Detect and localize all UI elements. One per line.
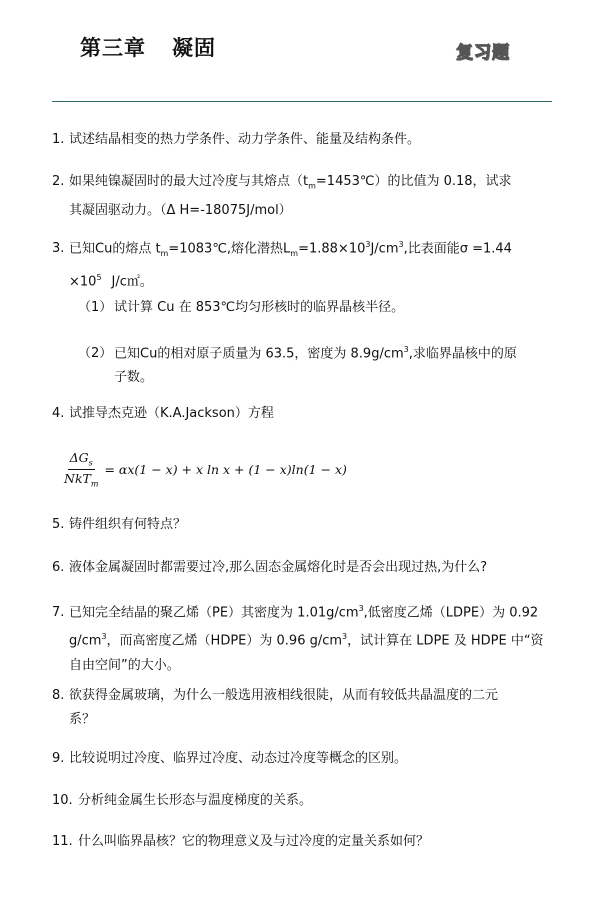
equation-fraction (62, 450, 100, 488)
question-number: 10. (52, 793, 73, 808)
question-2 (52, 170, 554, 223)
subscript: s (88, 458, 93, 468)
question-number: 5. (52, 517, 65, 532)
question-text: ×10 (69, 274, 97, 290)
question-number: 4. (52, 406, 65, 421)
question-text: 如果纯镍凝固时的最大过冷度与其熔点（t (69, 174, 309, 189)
question-text: J/cm (370, 241, 399, 257)
subscript: m (160, 248, 169, 258)
sub-item-label: （2） (78, 346, 113, 362)
question-text: =1.88×10 (298, 241, 366, 257)
equation-denominator (62, 470, 100, 489)
subscript: m (90, 479, 99, 488)
sub-item-1 (78, 296, 404, 320)
superscript: 3 (403, 345, 409, 354)
question-text: 试述结晶相变的热力学条件、动力学条件、能量及结构条件。 (69, 132, 421, 147)
chapter-number: 第三章 (80, 35, 146, 60)
question-number: 11. (52, 834, 73, 849)
header-divider (52, 101, 552, 102)
superscript: 3 (101, 632, 107, 642)
question-text: 欲获得金属玻璃，为什么一般选用液相线很陡，从而有较低共晶温度的二元 (69, 688, 499, 703)
question-text: 铸件组织有何特点？ (69, 517, 187, 532)
sub-item-text-line2: 子数。 (114, 370, 154, 386)
question-6 (52, 556, 554, 580)
equation-rhs: = αx(1 − x) + x ln x + (1 − x)ln(1 − x) (104, 461, 347, 477)
question-number: 2. (52, 174, 65, 189)
question-4 (52, 402, 554, 426)
chapter-heading (80, 32, 216, 62)
question-7 (52, 597, 554, 678)
denominator-text: NkT (64, 470, 91, 486)
question-text: ，而高密度乙烯（HDPE）为 0.96 g/cm (106, 633, 343, 649)
chapter-name: 凝固 (172, 35, 216, 60)
sub-item-2 (78, 338, 517, 390)
question-number: 1. (52, 132, 65, 147)
superscript: 3 (358, 604, 364, 613)
superscript: 3 (342, 632, 348, 642)
question-number: 6. (52, 560, 65, 575)
question-text: 什么叫临界晶核？它的物理意义及与过冷度的定量关系如何？ (78, 834, 430, 849)
superscript: 5 (96, 272, 102, 282)
question-text: J/c㎡。 (111, 274, 153, 290)
numerator-text: ΔG (69, 450, 89, 465)
review-questions-badge: 复习题 (456, 43, 510, 63)
question-text-line2 (52, 266, 554, 294)
subscript: m (290, 248, 299, 258)
question-number: 3. (52, 241, 65, 257)
sub-item-text: 试计算 Cu 在 853℃均匀形核时的临界晶核半径。 (114, 300, 405, 315)
question-text: 液体金属凝固时都需要过冷,那么固态金属熔化时是否会出现过热,为什么? (69, 560, 488, 575)
question-9 (52, 747, 554, 771)
question-1 (52, 128, 554, 152)
superscript: 3 (365, 240, 371, 249)
question-text: 试推导杰克逊（K.A.Jackson）方程 (69, 406, 274, 421)
question-number: 7. (52, 605, 65, 621)
subscript: m (308, 181, 316, 191)
question-text-line2 (52, 625, 554, 653)
question-text: ，试计算在 LDPE 及 HDPE 中“资 (347, 633, 544, 649)
question-number: 9. (52, 751, 65, 766)
question-text: 比较说明过冷度、临界过冷度、动态过冷度等概念的区别。 (69, 751, 408, 766)
question-10 (52, 789, 554, 813)
question-5 (52, 513, 554, 537)
question-8 (52, 684, 554, 732)
question-text: ,低密度乙烯（LDPE）为 0.92 (363, 605, 539, 621)
superscript: 3 (398, 240, 404, 249)
question-text-line3: 自由空间”的大小。 (69, 657, 180, 673)
sub-item-text: ,求临界晶核中的原 (408, 346, 517, 362)
question-text: 已知完全结晶的聚乙烯（PE）其密度为 1.01g/cm (69, 605, 359, 621)
question-11 (52, 830, 554, 854)
equation-numerator (68, 450, 95, 470)
jackson-equation (62, 450, 347, 488)
question-text: ,比表面能σ =1.44 (403, 241, 512, 257)
question-text: 分析纯金属生长形态与温度梯度的关系。 (78, 793, 313, 808)
question-text: 已知Cu的熔点 t (69, 241, 161, 257)
question-text: =1453℃）的比值为 0.18，试求 (315, 174, 512, 189)
question-text: g/cm (69, 633, 102, 649)
sub-item-label: （1） (78, 300, 113, 315)
question-3 (52, 233, 554, 294)
question-number: 8. (52, 688, 65, 703)
question-text: =1083℃,熔化潜热L (168, 241, 291, 257)
question-text-line2: 其凝固驱动力。（Δ H=-18075J/mol） (69, 202, 292, 218)
question-text-line2: 系？ (69, 712, 96, 727)
sub-item-text: 已知Cu的相对原子质量为 63.5，密度为 8.9g/cm (114, 346, 404, 362)
